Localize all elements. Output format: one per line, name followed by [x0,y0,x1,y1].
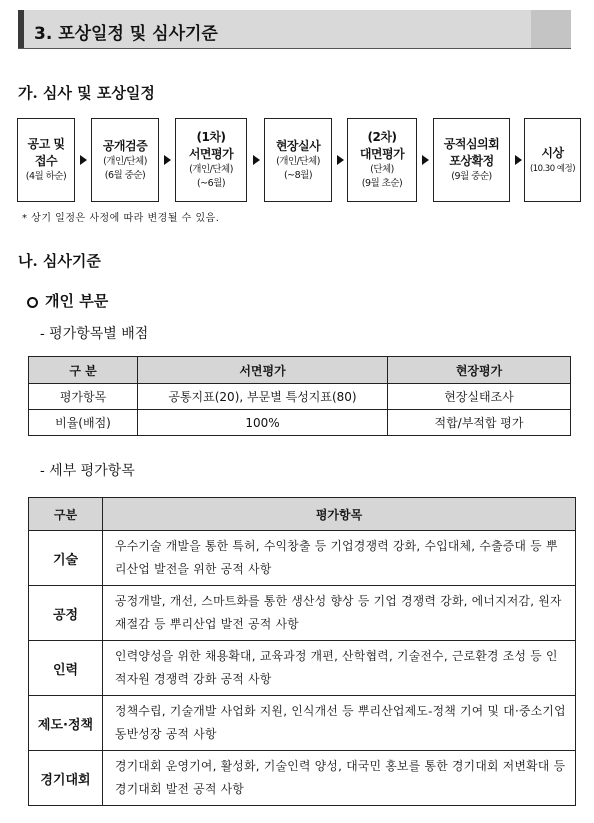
arrow-right-icon [164,155,171,165]
table-header: 현장평가 [388,357,571,384]
step-scope: (개인/단체) [276,155,320,167]
step-date: (~8월) [283,169,313,181]
step-label: 공고 및 [27,137,65,151]
table-cell: 100% [138,410,388,436]
title-underline [18,48,571,49]
step-date: (9월 중순) [451,171,492,182]
step-scope: (개인/단체) [189,164,233,175]
table-header: 구 분 [29,357,138,384]
flow-step-verify [91,118,159,202]
step-label: 접수 [34,154,58,168]
detail-table [28,497,576,806]
table-header-row [29,498,576,531]
step-label: 공개검증 [102,138,148,153]
description-cell: 공정개발, 개선, 스마트화를 통한 생산성 향상 등 기업 경쟁력 강화, 에너지저감, 원자재절감 등 뿌리산업 발전 공적 사항 [103,586,576,641]
step-label: (2차) [367,130,397,144]
step-label: 서면평가 [188,147,234,161]
arrow-right-icon [253,155,260,165]
description-cell: 경기대회 운영기여, 활성화, 기술인력 양성, 대국민 홍보를 통한 경기대회 저변확대 등 경기대회 발전 공적 사항 [103,751,576,806]
step-scope: (단체) [370,164,394,175]
table-header: 서면평가 [138,357,388,384]
step-label: 공적심의회 [443,137,500,151]
section-title: 3. 포상일정 및 심사기준 [34,24,218,44]
table-row [29,696,576,751]
table-row [29,641,576,696]
category-cell: 경기대회 [29,751,103,806]
score-table [28,356,571,436]
table-row [29,586,576,641]
step-label: 대면평가 [359,147,405,161]
flow-step-announce [17,118,75,202]
table-cell: 현장실태조사 [388,384,571,410]
table-row [29,384,571,410]
table-cell: 평가항목 [29,384,138,410]
step-label: 포상확정 [449,154,494,168]
detail-subheading: - 세부 평가항목 [40,463,135,479]
step-date: (4월 하순) [25,171,67,182]
table-header: 구분 [29,498,103,531]
category-cell: 인력 [29,641,103,696]
category-cell: 기술 [29,531,103,586]
flow-step-committee [433,118,510,202]
table-cell: 공통지표(20), 부문별 특성지표(80) [138,384,388,410]
table-header: 평가항목 [103,498,576,531]
category-cell: 공정 [29,586,103,641]
table-cell: 적합/부적합 평가 [388,410,571,436]
table-row [29,410,571,436]
arrow-right-icon [515,155,522,165]
score-subheading: - 평가항목별 배점 [40,326,149,342]
description-cell: 정책수립, 기술개발 사업화 지원, 인식개선 등 뿌리산업제도-정책 기여 및 대·중소기업 동반성장 공적 사항 [103,696,576,751]
section-title-bar [18,10,571,48]
table-row [29,751,576,806]
table-header-row [29,357,571,384]
category-cell: 제도·정책 [29,696,103,751]
title-bar-cap [531,10,571,48]
criteria-heading: 나. 심사기준 [18,252,101,270]
flow-step-ceremony [524,118,581,202]
arrow-right-icon [80,155,87,165]
arrow-right-icon [337,155,344,165]
flow-step-site-visit [264,118,332,202]
step-date: (~6월) [196,178,226,189]
description-cell: 인력양성을 위한 채용확대, 교육과정 개편, 산학협력, 기술전수, 근로환경 조성 등 인적자원 경쟁력 강화 공적 사항 [103,641,576,696]
step-scope: (개인/단체) [103,155,147,167]
flow-step-interview [347,118,417,202]
description-cell: 우수기술 개발을 통한 특허, 수익창출 등 기업경쟁력 강화, 수입대체, 수출증대 등 뿌리산업 발전을 위한 공적 사항 [103,531,576,586]
table-row [29,531,576,586]
step-date: (9월 초순) [361,178,403,189]
circle-bullet-icon [27,297,38,308]
schedule-note: * 상기 일정은 사정에 따라 변경될 수 있음. [22,213,220,224]
step-date: (10.30 예정) [529,163,576,174]
step-label: (1차) [196,130,226,144]
schedule-heading: 가. 심사 및 포상일정 [18,84,155,102]
step-date: (6월 중순) [104,169,146,181]
table-cell: 비율(배점) [29,410,138,436]
step-label: 현장실사 [275,138,321,153]
flow-step-document-review [175,118,247,202]
step-label: 시상 [541,145,564,160]
individual-label: 개인 부문 [45,292,109,310]
arrow-right-icon [422,155,429,165]
